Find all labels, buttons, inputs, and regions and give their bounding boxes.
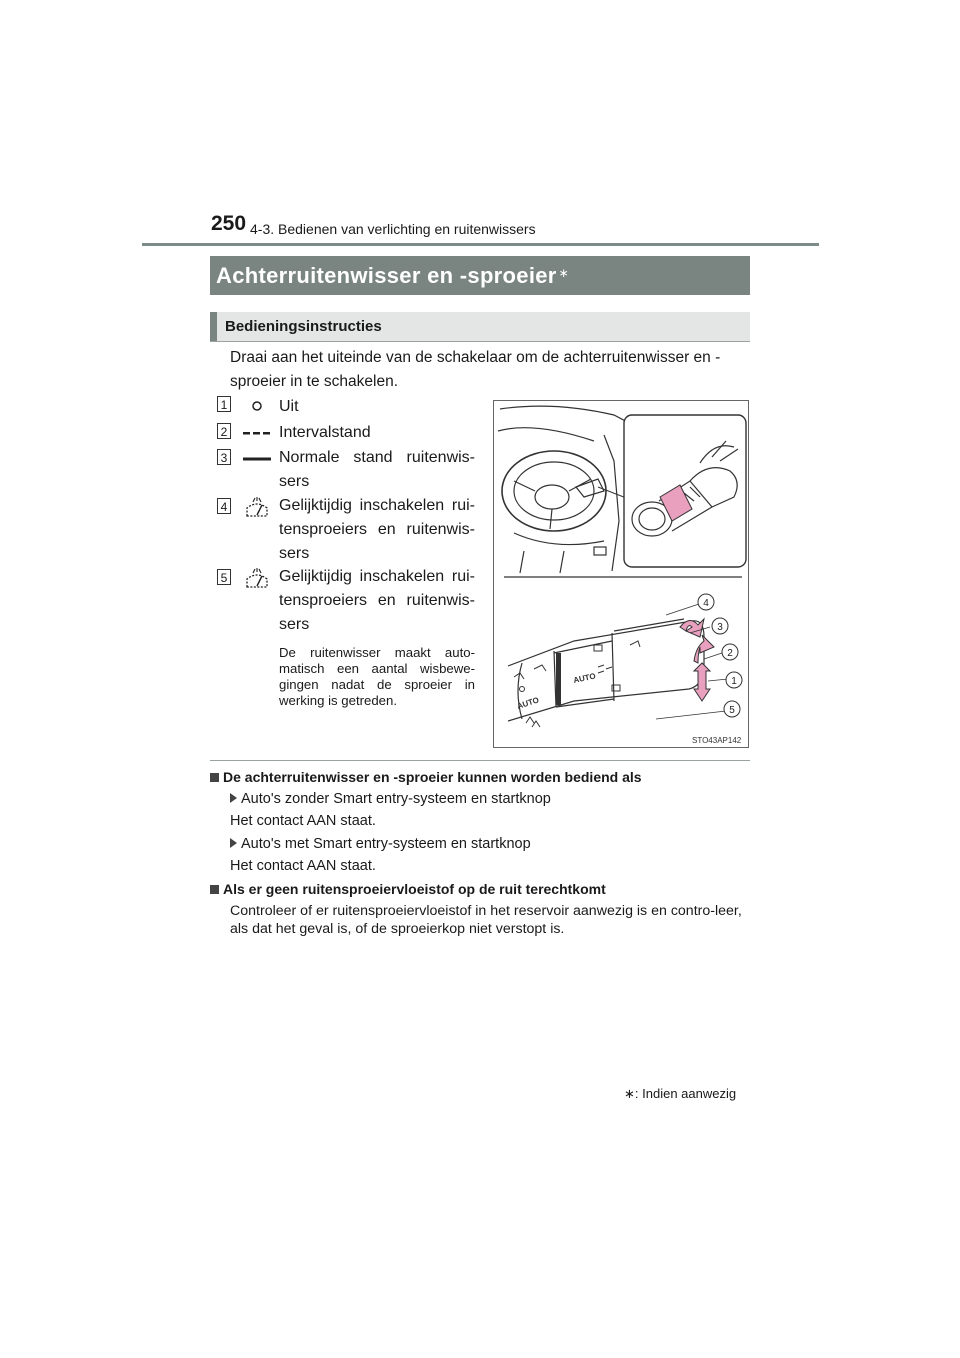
- off-circle-icon: [242, 398, 272, 414]
- intro-text: Draai aan het uiteinde van de schakelaar om de achterruitenwisser en -sproeier in te schakelen.: [230, 349, 721, 390]
- note-heading-1-text: De achterruitenwisser en -sproeier kunnen worden bediend als: [223, 769, 642, 785]
- wiper-switch-illustration: [493, 400, 749, 748]
- condition-line-2: [230, 835, 531, 853]
- condition-result-1: Het contact AAN staat.: [230, 813, 376, 829]
- note-heading-2-text: Als er geen ruitensproeiervloeistof op de ruit terechtkomt: [223, 881, 606, 897]
- condition-line-1-text: Auto's zonder Smart entry-systeem en startknop: [241, 791, 551, 807]
- optional-mark: ∗: [558, 266, 569, 280]
- header-rule: [142, 243, 819, 246]
- section-rule: [210, 760, 750, 761]
- condition-line-2-text: Auto's met Smart entry-systeem en startknop: [241, 836, 531, 852]
- item-4-number: 4: [217, 498, 231, 514]
- section-title: 4-3. Bedienen van verlichting en ruitenwissers: [250, 221, 536, 237]
- page-title: [216, 263, 569, 289]
- item-2-number: 2: [217, 423, 231, 439]
- figure-label-5: 5: [729, 705, 735, 716]
- figure-label-1: 1: [731, 676, 737, 687]
- note-heading-1: [210, 768, 642, 786]
- item-5-number: 5: [217, 569, 231, 585]
- switch-label-auto-2: AUTO: [515, 695, 541, 711]
- figure-code: STO43AP142: [692, 736, 742, 745]
- condition-result-2: Het contact AAN staat.: [230, 858, 376, 874]
- item-3-text: Normale stand ruitenwis-sers: [279, 449, 475, 490]
- triangle-bullet-icon: [230, 838, 237, 848]
- condition-line-1: [230, 790, 551, 808]
- figure-label-2: 2: [727, 648, 733, 659]
- figure-label-4: 4: [703, 598, 709, 609]
- footnote: [624, 1086, 736, 1102]
- note-body-2: Controleer of er ruitensproeiervloeistof in het reservoir aanwezig is en contro-leer, als dat het geval is, of de sproeierkop niet verstopt is.: [230, 903, 742, 937]
- footnote-text: : Indien aanwezig: [634, 1086, 737, 1101]
- triangle-bullet-icon: [230, 793, 237, 803]
- item-note: De ruitenwisser maakt auto-matisch een aantal wisbewe-gingen nadat de sproeier in werking is getreden.: [279, 645, 475, 708]
- item-5-text: Gelijktijdig inschakelen rui-tensproeiers en ruitenwis-sers: [279, 568, 475, 633]
- item-4-text: Gelijktijdig inschakelen rui-tensproeiers en ruitenwis-sers: [279, 497, 475, 562]
- subtitle: Bedieningsinstructies: [225, 318, 382, 335]
- washer-wiper-icon: [244, 496, 270, 520]
- footnote-mark: ∗: [624, 1086, 635, 1101]
- switch-label-auto-1: AUTO: [572, 671, 597, 685]
- item-1-number: 1: [217, 396, 231, 412]
- item-3-number: 3: [217, 449, 231, 465]
- normal-bar-icon: [242, 452, 272, 466]
- square-bullet-icon: [210, 773, 219, 782]
- page-title-text: Achterruitenwisser en -sproeier: [216, 263, 557, 288]
- item-2-text: Intervalstand: [279, 424, 371, 441]
- note-heading-2: [210, 880, 606, 898]
- illustration-drawing: [494, 401, 749, 748]
- intermittent-dashes-icon: [242, 426, 272, 440]
- figure-label-3: 3: [717, 622, 723, 633]
- page-number: 250: [211, 212, 247, 235]
- square-bullet-icon: [210, 885, 219, 894]
- subtitle-rule: [210, 341, 750, 342]
- washer-wiper-icon: [244, 567, 270, 591]
- item-1-text: Uit: [279, 398, 299, 415]
